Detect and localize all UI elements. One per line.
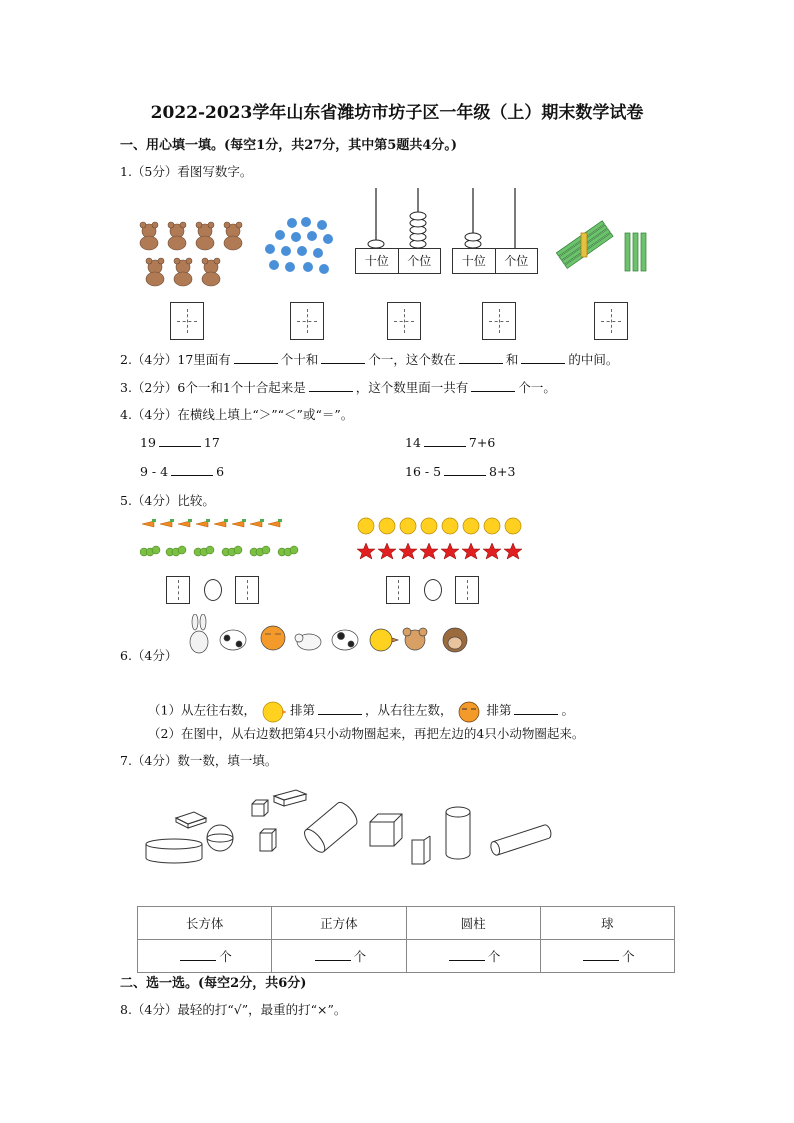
- q4c-right: 6: [216, 464, 225, 479]
- cow-icon: [332, 630, 358, 650]
- mouse-icon: [403, 628, 427, 650]
- abacus-1-rods: [355, 186, 447, 248]
- sheep-icon: [295, 634, 321, 650]
- q6-s1-text-2: 排第: [289, 702, 315, 718]
- q2-text-4: 和: [505, 352, 519, 367]
- answer-box-3[interactable]: [387, 302, 421, 340]
- q3-blank-1[interactable]: [309, 379, 353, 392]
- bear-icon: [202, 258, 220, 286]
- q6-s1-text-4: 排第: [486, 702, 512, 718]
- compare-box-right-1[interactable]: [386, 576, 410, 604]
- q6-s1-text-1: （1）从左往右数，: [148, 702, 256, 718]
- q2-blank-1[interactable]: [234, 351, 278, 364]
- blank-line[interactable]: [583, 948, 619, 961]
- abacus-1-base: [355, 248, 441, 274]
- q4c-blank[interactable]: [171, 463, 213, 476]
- q4d-right: 8+3: [489, 464, 516, 479]
- header-sphere: 球: [540, 907, 674, 940]
- abacus-2-base: [452, 248, 538, 274]
- q4c-left: 9 - 4: [140, 464, 169, 479]
- 3d-shapes-image: [140, 778, 560, 868]
- q4-item-b: [405, 434, 495, 450]
- answer-cell[interactable]: [406, 940, 540, 973]
- q4-item-a: [140, 434, 220, 450]
- table-answer-row: [138, 940, 675, 973]
- ones-label: 个位: [407, 254, 432, 268]
- q3-blank-2[interactable]: [471, 379, 515, 392]
- compare-oval-left[interactable]: [204, 579, 222, 601]
- q4-item-c: [140, 463, 224, 479]
- section-1-heading: 一、用心填一填。(每空1分，共27分，其中第5题共4分。): [120, 138, 458, 153]
- question-3: [120, 378, 556, 396]
- q2-text-3: 个一，这个数在: [368, 352, 456, 367]
- q2-text-5: 的中间。: [568, 352, 619, 367]
- q2-text-2: 个十和: [280, 352, 319, 367]
- rabbit-icon: [190, 614, 208, 653]
- q4b-left: 14: [405, 435, 421, 450]
- q2-blank-3[interactable]: [459, 351, 503, 364]
- q4-item-d: [405, 463, 515, 479]
- bear-icon: [174, 258, 192, 286]
- header-cylinder: 圆柱: [406, 907, 540, 940]
- bear-icon: [224, 222, 242, 250]
- question-6: 6.（4分）: [120, 648, 178, 663]
- header-cuboid: 长方体: [138, 907, 272, 940]
- q6-blank-2[interactable]: [514, 702, 558, 715]
- question-8: 8.（4分）最轻的打“√”，最重的打“×”。: [120, 1002, 347, 1017]
- question-2: [120, 350, 618, 368]
- q3-text-2: ，这个数里面一共有: [355, 380, 469, 395]
- question-1: 1.（5分）看图写数字。: [120, 164, 253, 179]
- compare-box-right-2[interactable]: [455, 576, 479, 604]
- answer-box-1[interactable]: [170, 302, 204, 340]
- unit-label: 个: [353, 949, 367, 964]
- q4d-blank[interactable]: [444, 463, 486, 476]
- q4a-left: 19: [140, 435, 156, 450]
- q6-part-2: （2）在图中，从右边数把第4只小动物圈起来，再把左边的4只小动物圈起来。: [148, 726, 585, 741]
- blank-line[interactable]: [449, 948, 485, 961]
- header-cube: 正方体: [272, 907, 406, 940]
- blank-line[interactable]: [315, 948, 351, 961]
- question-7: 7.（4分）数一数，填一填。: [120, 753, 278, 768]
- q4a-right: 17: [203, 435, 220, 450]
- q4d-left: 16 - 5: [405, 464, 442, 479]
- ones-label: 个位: [504, 254, 529, 268]
- q6-s1-text-5: 。: [561, 702, 574, 718]
- q4b-right: 7+6: [468, 435, 496, 450]
- chick-icon: [260, 697, 286, 725]
- animals-row-image: [185, 614, 480, 656]
- compare-box-left-1[interactable]: [166, 576, 190, 604]
- tiger-icon: [456, 697, 482, 725]
- q2-blank-4[interactable]: [521, 351, 565, 364]
- table-header-row: [138, 907, 675, 940]
- q6-blank-1[interactable]: [318, 702, 362, 715]
- answer-box-4[interactable]: [482, 302, 516, 340]
- bear-icon: [140, 222, 158, 250]
- page-title: 2022-2023学年山东省潍坊市坊子区一年级（上）期末数学试卷: [150, 103, 644, 123]
- shapes-table: [137, 906, 675, 973]
- bear-icon: [146, 258, 164, 286]
- q6-s1-text-3: ，从右往左数，: [364, 702, 453, 718]
- q3-text-3: 个一。: [518, 380, 556, 395]
- question-5: 5.（4分）比较。: [120, 493, 215, 508]
- monkey-icon: [443, 628, 467, 652]
- q4a-blank[interactable]: [159, 434, 201, 447]
- q2-blank-2[interactable]: [321, 351, 365, 364]
- teddy-bears-image: [135, 215, 250, 290]
- question-4: 4.（4分）在横线上填上“＞”“＜”或“＝”。: [120, 407, 354, 422]
- tens-label: 十位: [356, 249, 399, 273]
- smileys-stars-image: [354, 516, 526, 564]
- q4b-blank[interactable]: [424, 434, 466, 447]
- unit-label: 个: [622, 949, 635, 964]
- answer-box-5[interactable]: [594, 302, 628, 340]
- carrots-caterpillars-image: [140, 516, 310, 562]
- sticks-image: [555, 215, 655, 275]
- section-2-heading: 二、选一选。(每空2分，共6分): [120, 976, 307, 991]
- compare-box-left-2[interactable]: [235, 576, 259, 604]
- tens-label: 十位: [453, 249, 496, 273]
- answer-cell[interactable]: [540, 940, 674, 973]
- tiger-icon: [261, 626, 285, 650]
- answer-cell[interactable]: [138, 940, 272, 973]
- bear-icon: [168, 222, 186, 250]
- bear-icon: [196, 222, 214, 250]
- blank-line[interactable]: [180, 948, 216, 961]
- abacus-2-rods: [452, 186, 544, 248]
- answer-cell[interactable]: [272, 940, 406, 973]
- dog-icon: [220, 630, 246, 650]
- unit-label: 个: [487, 949, 501, 964]
- blue-dots-image: [262, 215, 337, 280]
- chick-icon: [370, 629, 398, 651]
- compare-oval-right[interactable]: [424, 579, 442, 601]
- unit-label: 个: [219, 949, 232, 964]
- q6-part-1: [148, 697, 574, 725]
- answer-box-2[interactable]: [290, 302, 324, 340]
- q3-text-1: 3.（2分）6个一和1个十合起来是: [120, 380, 306, 395]
- q2-text-1: 2.（4分）17里面有: [120, 352, 231, 367]
